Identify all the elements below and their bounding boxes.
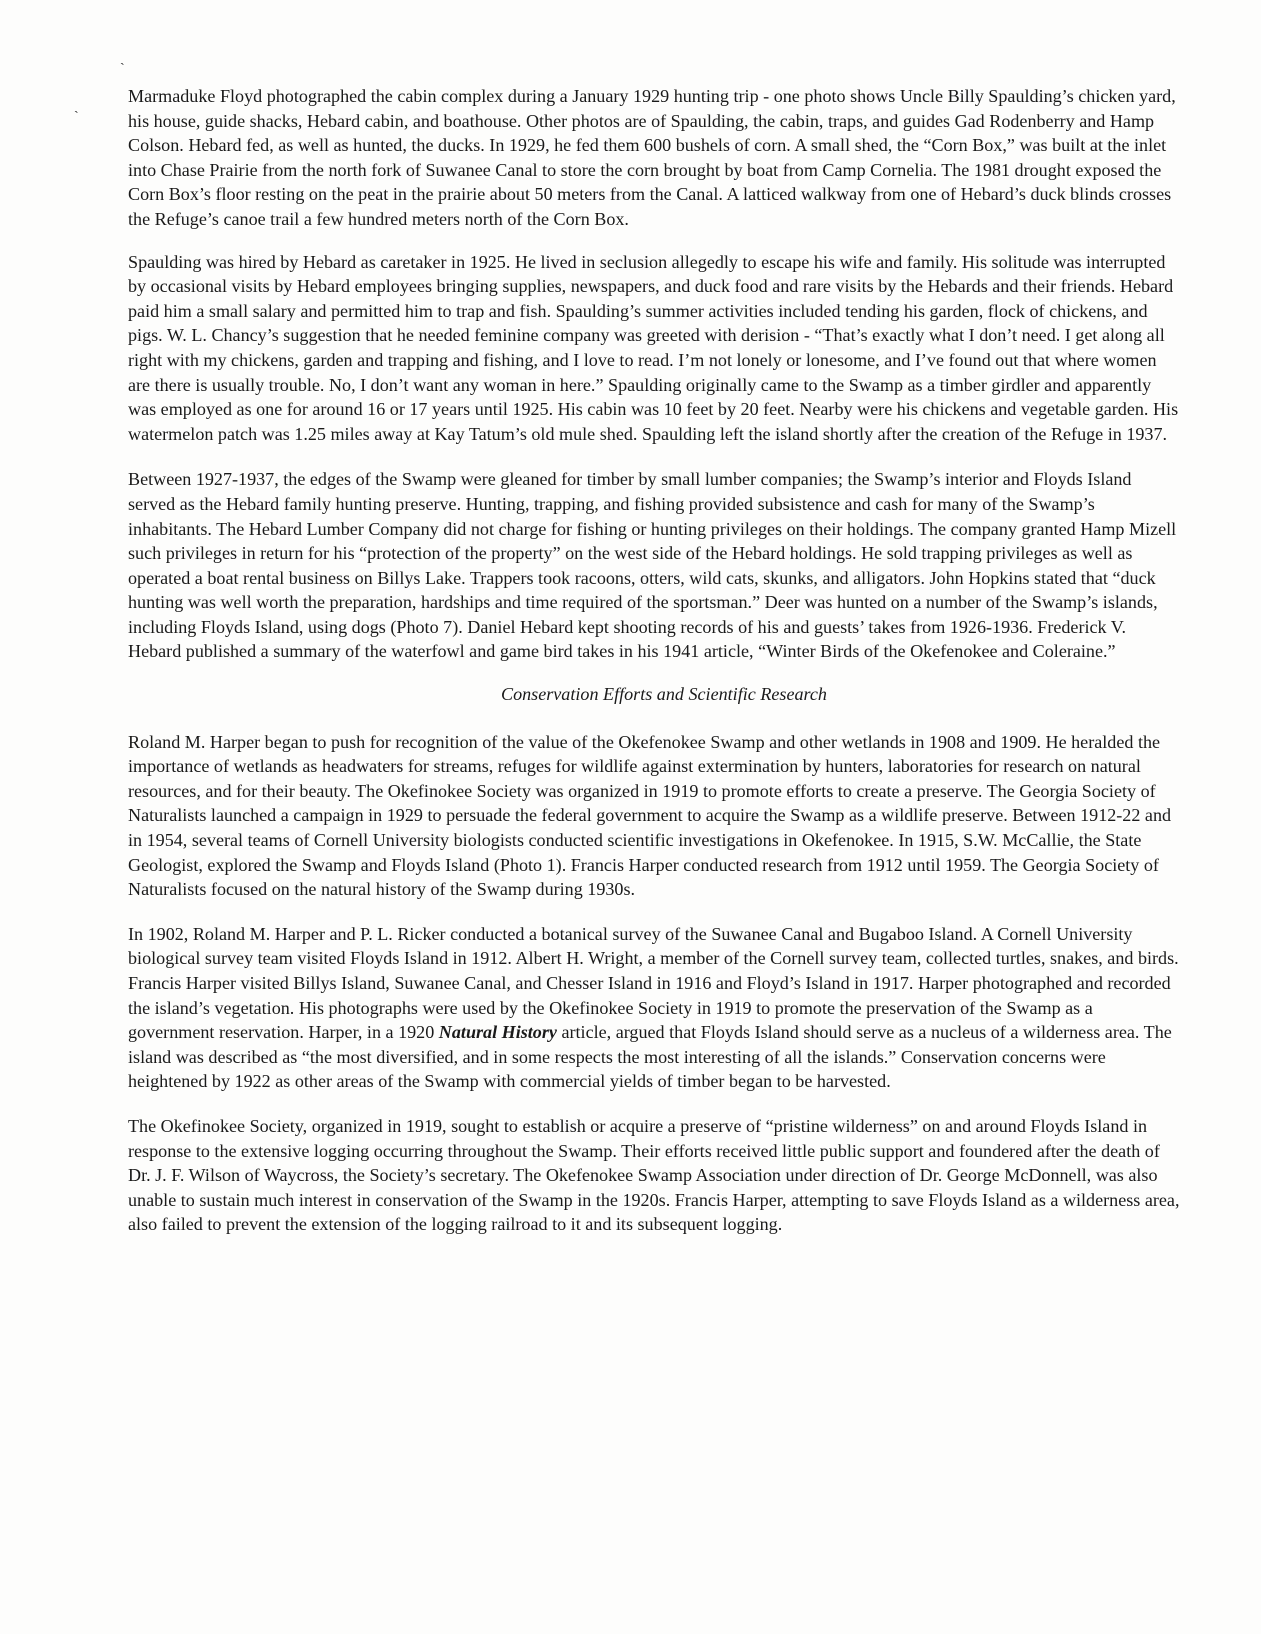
paragraph-text: In 1902, Roland M. Harper and P. L. Ricker conducted a botanical survey of the Suwanee Canal and Bugaboo Island. A Cornell University biological survey team visited Floyds Island in 1912. Albert H. Wright, a member of the Cornell survey team, collected turtles, snakes, and birds. Francis Harper visited Billys Island, Suwanee Canal, and Chesser Island in 1916 and Floyd’s Island in 1917. Harper photographed and recorded the island’s vegetation. His photographs were used by the Okefinokee Society in 1919 to promote the preservation of the Swamp as a government reservation. Harper, in a 1920	[128, 923, 1179, 1043]
publication-title: Natural History	[438, 1022, 557, 1043]
document-body	[128, 84, 1180, 1237]
paragraph-harper-recognition: Roland M. Harper began to push for recognition of the value of the Okefenokee Swamp and other wetlands in 1908 and 1909. He heralded the importance of wetlands as headwaters for streams, refuges for wildlife against extermination by hunters, laboratories for research on natural resources, and for their beauty. The Okefinokee Society was organized in 1919 to promote efforts to create a preserve. The Georgia Society of Naturalists launched a campaign in 1929 to persuade the federal government to acquire the Swamp as a wildlife preserve. Between 1912-22 and in 1954, several teams of Cornell University biologists conducted scientific investigations in Okefenokee. In 1915, S.W. McCallie, the State Geologist, explored the Swamp and Floyds Island (Photo 1). Francis Harper conducted research from 1912 until 1959. The Georgia Society of Naturalists focused on the natural history of the Swamp during 1930s.	[128, 731, 1172, 900]
stray-pen-mark: ˎ	[120, 51, 125, 66]
paragraph-text: article, argued that Floyds Island should serve as a nucleus of a wilderness area. The island was described as “the most diversified, and in some respects the most interesting of all the islands.” Conservation concerns were heightened by 1922 as other areas of the Swamp with commercial yields of timber began to be harvested.	[128, 1022, 1172, 1092]
paragraph-hunting-preserve: Between 1927-1937, the edges of the Swamp were gleaned for timber by small lumber companies; the Swamp’s interior and Floyds Island served as the Hebard family hunting preserve. Hunting, trapping, and fishing provided subsistence and cash for many of the Swamp’s inhabitants. The Hebard Lumber Company did not charge for fishing or hunting privileges on their holdings. The company granted Hamp Mizell such privileges in return for his “protection of the property” on the west side of the Hebard holdings. He sold trapping privileges as well as operated a boat rental business on Billys Lake. Trappers took racoons, otters, wild cats, skunks, and alligators. John Hopkins stated that “duck hunting was well worth the preparation, hardships and time required of the sportsman.” Deer was hunted on a number of the Swamp’s islands, including Floyds Island, using dogs (Photo 7). Daniel Hebard kept shooting records of his and guests’ takes from 1926-1936. Frederick V. Hebard published a summary of the waterfowl and game bird takes in his 1941 article, “Winter Birds of the Okefenokee and Coleraine.”	[128, 469, 1177, 662]
paragraph-cabin-complex: Marmaduke Floyd photographed the cabin complex during a January 1929 hunting trip - one photo shows Uncle Billy Spaulding’s chicken yard, his house, guide shacks, Hebard cabin, and boathouse. Other photos are of Spaulding, the cabin, traps, and guides Gad Rodenberry and Hamp Colson. Hebard fed, as well as hunted, the ducks. In 1929, he fed them 600 bushels of corn. A small shed, the “Corn Box,” was built at the inlet into Chase Prairie from the north fork of Suwanee Canal to store the corn brought by boat from Camp Cornelia. The 1981 drought exposed the Corn Box’s floor resting on the peat in the prairie about 50 meters from the Canal. A latticed walkway from one of Hebard’s duck blinds crosses the Refuge’s canoe trail a few hundred meters north of the Corn Box.	[128, 86, 1176, 229]
stray-pen-mark: ˎ	[74, 99, 79, 114]
section-heading: Conservation Efforts and Scientific Research	[501, 684, 827, 705]
paragraph-spaulding: Spaulding was hired by Hebard as caretaker in 1925. He lived in seclusion allegedly to escape his wife and family. His solitude was interrupted by occasional visits by Hebard employees bringing supplies, newspapers, and duck food and rare visits by the Hebards and their friends. Hebard paid him a small salary and permitted him to trap and fish. Spaulding’s summer activities included tending his garden, flock of chickens, and pigs. W. L. Chancy’s suggestion that he needed feminine company was greeted with derision - “That’s exactly what I don’t need. I get along all right with my chickens, garden and trapping and fishing, and I love to read. I’m not lonely or lonesome, and I’ve found out that where women are there is usually trouble. No, I don’t want any woman in here.” Spaulding originally came to the Swamp as a timber girdler and apparently was employed as one for around 16 or 17 years until 1925. His cabin was 10 feet by 20 feet. Nearby were his chickens and vegetable garden. His watermelon patch was 1.25 miles away at Kay Tatum’s old mule shed. Spaulding left the island shortly after the creation of the Refuge in 1937.	[128, 251, 1179, 444]
paragraph-okefinokee-society: The Okefinokee Society, organized in 1919, sought to establish or acquire a preserve of “pristine wilderness” on and around Floyds Island in response to the extensive logging occurring throughout the Swamp. Their efforts received little public support and foundered after the death of Dr. J. F. Wilson of Waycross, the Society’s secretary. The Okefenokee Swamp Association under direction of Dr. George McDonnell, was also unable to sustain much interest in conservation of the Swamp in the 1920s. Francis Harper, attempting to save Floyds Island as a wilderness area, also failed to prevent the extension of the logging railroad to it and its subsequent logging.	[128, 1115, 1180, 1235]
paragraph-botanical-survey	[128, 922, 1180, 1094]
